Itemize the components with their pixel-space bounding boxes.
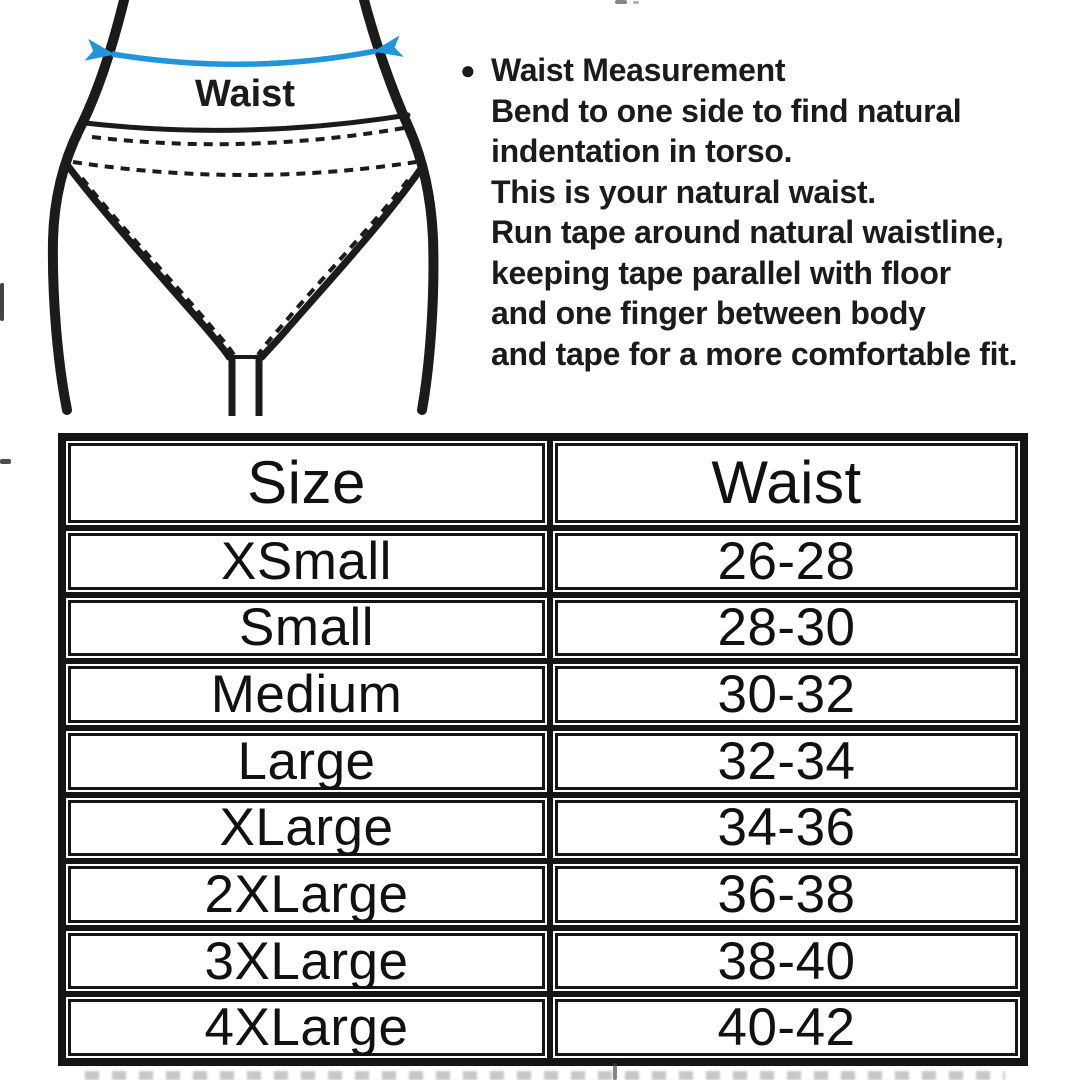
crop-artifact — [633, 1, 639, 4]
instruction-title: Waist Measurement — [491, 52, 786, 88]
size-cell: XLarge — [66, 798, 547, 859]
size-cell: Large — [66, 731, 547, 792]
size-cell: 3XLarge — [66, 931, 547, 992]
size-column-header: Size — [66, 441, 547, 525]
instruction-line: indentation in torso. — [491, 133, 793, 169]
panty-outline — [68, 115, 420, 416]
crop-artifact — [0, 459, 11, 464]
size-chart-table — [58, 433, 1028, 1066]
size-cell: 2XLarge — [66, 864, 547, 925]
instruction-line: and one finger between body — [491, 295, 926, 331]
size-cell: Small — [66, 598, 547, 659]
crop-artifact — [0, 283, 4, 321]
waist-cell: 30-32 — [553, 664, 1020, 725]
waist-cell: 36-38 — [553, 864, 1020, 925]
size-cell: XSmall — [66, 531, 547, 592]
crop-artifact — [85, 1071, 1005, 1080]
instruction-line: keeping tape parallel with floor — [491, 254, 951, 291]
instruction-line: Run tape around natural waistline, — [491, 214, 1004, 250]
waist-column-header: Waist — [553, 441, 1020, 525]
waist-cell: 38-40 — [553, 931, 1020, 992]
waist-cell: 40-42 — [553, 997, 1020, 1058]
crop-artifact — [615, 0, 627, 4]
waist-arrow-icon — [112, 51, 376, 64]
waist-measurement-diagram — [0, 0, 460, 438]
instruction-line: Bend to one side to find natural — [491, 92, 962, 129]
instruction-line: This is your natural waist. — [491, 173, 876, 210]
instruction-title-line — [460, 50, 1080, 91]
waist-cell: 34-36 — [553, 798, 1020, 859]
waist-diagram-label: Waist — [195, 73, 295, 115]
waist-cell: 32-34 — [553, 731, 1020, 792]
size-cell: Medium — [66, 664, 547, 725]
crop-artifact — [613, 1063, 617, 1080]
size-cell: 4XLarge — [66, 997, 547, 1058]
body-outline — [53, 0, 434, 410]
waist-cell: 26-28 — [553, 531, 1020, 592]
bullet-icon: ● — [460, 55, 476, 85]
measurement-instructions — [460, 50, 1080, 374]
waist-cell: 28-30 — [553, 598, 1020, 659]
instruction-line: and tape for a more comfortable fit. — [491, 335, 1018, 372]
